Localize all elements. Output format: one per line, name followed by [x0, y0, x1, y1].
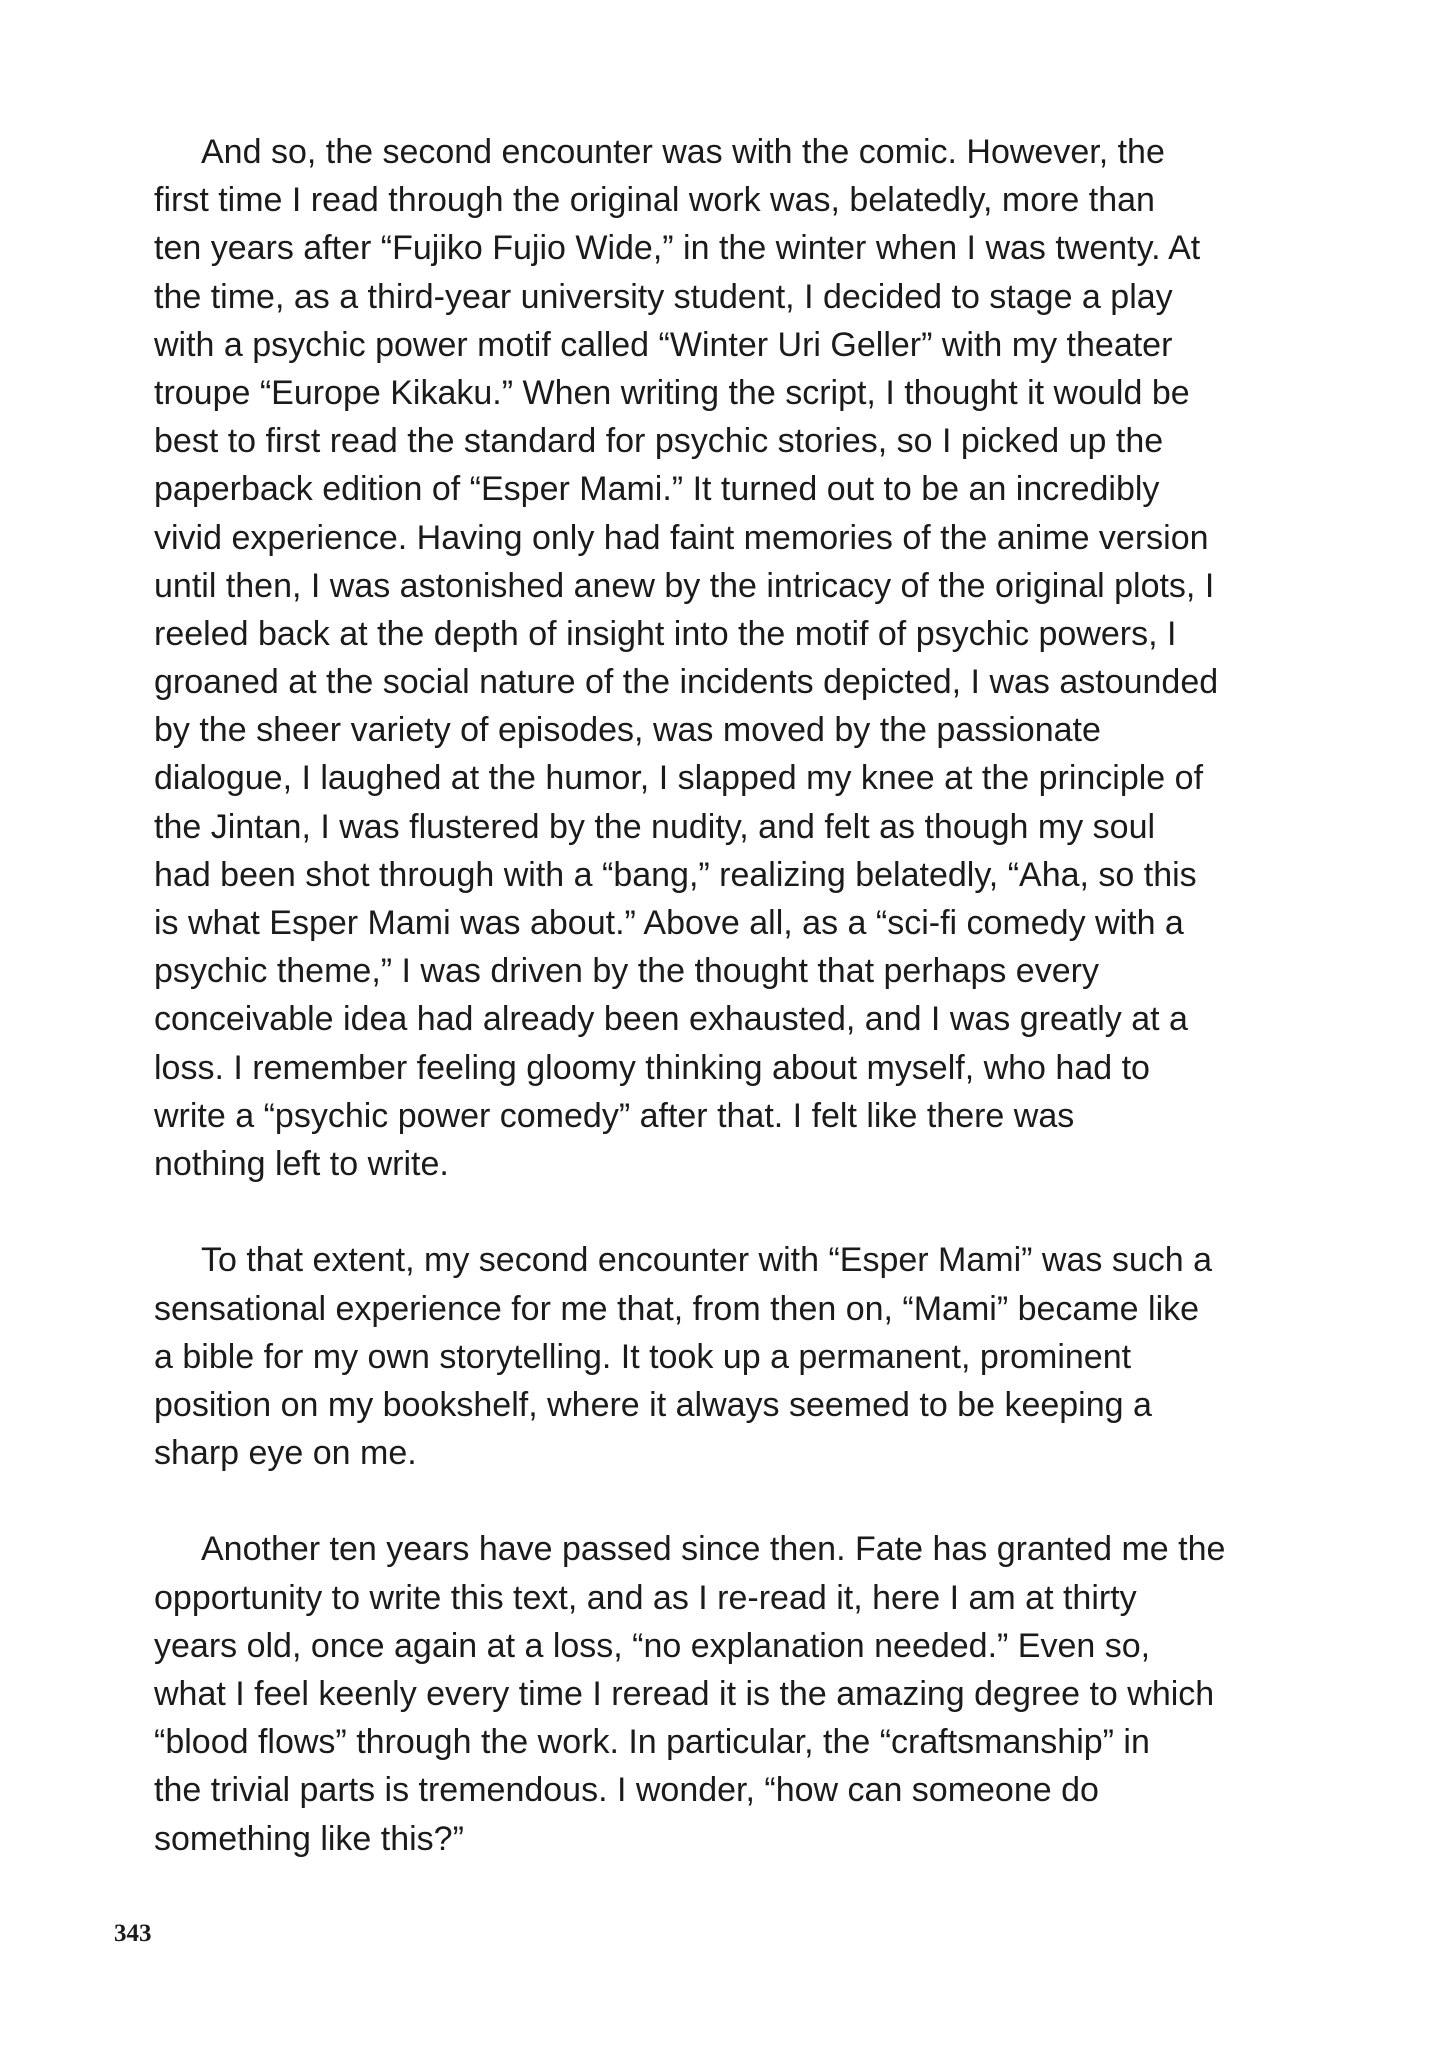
text-line: a bible for my own storytelling. It took up a permanent, prominent [154, 1337, 1132, 1376]
text-line: ten years after “Fujiko Fujio Wide,” in the winter when I was twenty. At [154, 229, 1201, 268]
text-line: what I feel keenly every time I reread it is the amazing degree to which [154, 1675, 1215, 1713]
text-line: reeled back at the depth of insight into the motif of psychic powers, I [154, 614, 1177, 653]
text-line: write a “psychic power comedy” after that. I felt like there was [154, 1096, 1075, 1135]
text-line: Another ten years have passed since then. Fate has granted me the [201, 1530, 1226, 1569]
text-line: the Jintan, I was flustered by the nudity, and felt as though my soul [154, 807, 1156, 846]
text-line: the trivial parts is tremendous. I wonder, “how can someone do [154, 1771, 1099, 1810]
text-line: groaned at the social nature of the incidents depicted, I was astounded [154, 663, 1219, 702]
text-line: the time, as a third-year university student, I decided to stage a play [154, 277, 1173, 316]
text-line: vivid experience. Having only had faint memories of the anime version [154, 518, 1209, 557]
text-line: sharp eye on me. [154, 1434, 417, 1473]
text-line: troupe “Europe Kikaku.” When writing the script, I thought it would be [154, 373, 1190, 412]
text-line: opportunity to write this text, and as I re-read it, here I am at thirty [154, 1578, 1137, 1617]
paragraph-1 [154, 128, 1404, 1188]
text-line: years old, once again at a loss, “no explanation needed.” Even so, [154, 1626, 1151, 1665]
page-body [154, 128, 1404, 1911]
text-line: is what Esper Mami was about.” Above all, as a “sci-fi comedy with a [154, 904, 1184, 942]
paragraph-3 [154, 1525, 1404, 1862]
text-line: To that extent, my second encounter with “Esper Mami” was such a [201, 1241, 1213, 1280]
text-line: loss. I remember feeling gloomy thinking about myself, who had to [154, 1048, 1150, 1087]
page-number: 343 [114, 1920, 152, 1947]
text-line: paperback edition of “Esper Mami.” It turned out to be an incredibly [154, 470, 1160, 509]
text-line: position on my bookshelf, where it always seemed to be keeping a [154, 1385, 1152, 1424]
text-line: first time I read through the original work was, belatedly, more than [154, 181, 1155, 220]
text-line: until then, I was astonished anew by the intricacy of the original plots, I [154, 566, 1215, 605]
text-line: And so, the second encounter was with the comic. However, the [201, 133, 1165, 171]
text-line: with a psychic power motif called “Winter Uri Geller” with my theater [154, 325, 1173, 364]
text-line: conceivable idea had already been exhausted, and I was greatly at a [154, 1000, 1188, 1039]
text-line: nothing left to write. [154, 1144, 449, 1183]
text-line: sensational experience for me that, from then on, “Mami” became like [154, 1289, 1200, 1328]
text-line: best to first read the standard for psychic stories, so I picked up the [154, 422, 1164, 461]
text-line: psychic theme,” I was driven by the thought that perhaps every [154, 952, 1099, 991]
text-line: by the sheer variety of episodes, was moved by the passionate [154, 711, 1101, 750]
text-line: “blood flows” through the work. In particular, the “craftsmanship” in [154, 1723, 1150, 1762]
text-line: something like this?” [154, 1819, 464, 1858]
text-line: dialogue, I laughed at the humor, I slapped my knee at the principle of [154, 759, 1204, 798]
text-line: had been shot through with a “bang,” realizing belatedly, “Aha, so this [154, 855, 1197, 894]
paragraph-2 [154, 1236, 1404, 1477]
